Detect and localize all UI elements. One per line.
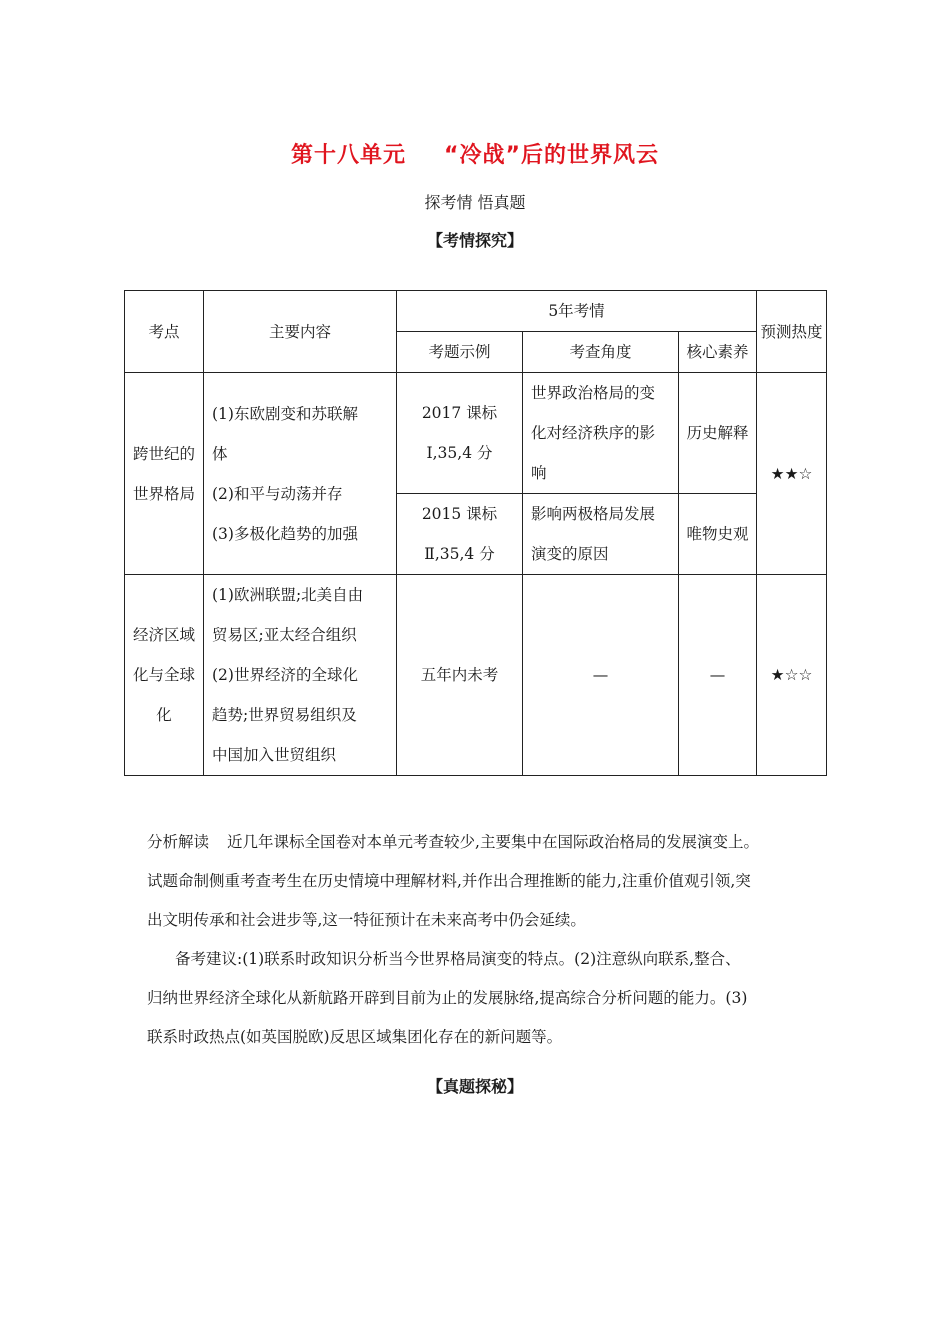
angle-line: 影响两极格局发展 [531, 505, 656, 523]
exam-analysis-table [124, 290, 827, 776]
analysis-line: 试题命制侧重考查考生在历史情境中理解材料,并作出合理推断的能力,注重价值观引领,突 [147, 872, 751, 890]
row2-angle: — [523, 575, 679, 776]
header-kaodian: 考点 [125, 291, 204, 373]
row2-example: 五年内未考 [397, 575, 523, 776]
row1-exam1-example [397, 373, 523, 494]
section-label-kaoqing: 【考情探究】 [426, 231, 523, 250]
analysis-line: 出文明传承和社会进步等,这一特征预计在未来高考中仍会延续。 [147, 911, 586, 929]
exam-detail-line: Ⅰ,35,4 分 [426, 444, 493, 462]
header-heat: 预测热度 [757, 291, 827, 373]
header-literacy: 核心素养 [679, 332, 757, 373]
analysis-line [147, 823, 807, 862]
row2-kaodian-line: 化 [156, 706, 172, 724]
angle-line: 化对经济秩序的影 [531, 424, 656, 442]
row2-kaodian-line: 化与全球 [133, 666, 196, 684]
content-line: (2)世界经济的全球化 [212, 666, 358, 684]
row2-kaodian-line: 经济区域 [133, 626, 196, 644]
suggestion-line: 备考建议:(1)联系时政知识分析当今世界格局演变的特点。(2)注意纵向联系,整合、 [175, 950, 741, 968]
content-line: 体 [212, 444, 228, 463]
content-line: 趋势;世界贸易组织及 [212, 706, 357, 724]
row1-kaodian [125, 373, 204, 575]
analysis-lead: 分析解读 [147, 833, 210, 851]
suggestion-line: 归纳世界经济全球化从新航路开辟到目前为止的发展脉络,提高综合分析问题的能力。(3) [147, 989, 748, 1007]
header-angle: 考查角度 [523, 332, 679, 373]
row2-heat: ★☆☆ [757, 575, 827, 776]
exam-year-line: 2015 课标 [421, 505, 498, 523]
row1-exam2-literacy: 唯物史观 [679, 494, 757, 575]
content-line: (1)欧洲联盟;北美自由 [212, 586, 364, 604]
subtitle: 探考情 悟真题 [424, 193, 526, 212]
row1-kaodian-line: 世界格局 [133, 484, 196, 503]
unit-topic: “冷战”后的世界风云 [444, 143, 659, 168]
row1-exam2-angle [523, 494, 679, 575]
section-label-zhenti: 【真题探秘】 [426, 1077, 523, 1096]
angle-line: 响 [531, 464, 547, 482]
content-line: (2)和平与动荡并存 [212, 484, 343, 503]
row1-exam2-example [397, 494, 523, 575]
row1-exam1-angle [523, 373, 679, 494]
unit-number: 第十八单元 [291, 143, 407, 168]
row1-content [204, 373, 397, 575]
suggestion-line: 联系时政热点(如英国脱欧)反思区域集团化存在的新问题等。 [147, 1028, 563, 1046]
content-line: 中国加入世贸组织 [212, 746, 337, 764]
header-content: 主要内容 [204, 291, 397, 373]
exam-year-line: 2017 课标 [421, 404, 498, 422]
content-line: (1)东欧剧变和苏联解 [212, 404, 358, 423]
row1-heat: ★★☆ [757, 373, 827, 575]
header-five-year: 5年考情 [397, 291, 757, 332]
analysis-text: 近几年课标全国卷对本单元考查较少,主要集中在国际政治格局的发展演变上。 [227, 833, 759, 851]
row1-kaodian-line: 跨世纪的 [133, 444, 196, 463]
exam-detail-line: Ⅱ,35,4 分 [424, 545, 495, 563]
angle-line: 演变的原因 [531, 545, 609, 563]
row2-content [204, 575, 397, 776]
row1-exam1-literacy: 历史解释 [679, 373, 757, 494]
row2-kaodian [125, 575, 204, 776]
content-line: (3)多极化趋势的加强 [212, 524, 358, 543]
angle-line: 世界政治格局的变 [531, 384, 656, 402]
analysis-paragraph [147, 823, 807, 1057]
content-line: 贸易区;亚太经合组织 [212, 626, 357, 644]
header-example: 考题示例 [397, 332, 523, 373]
page-title [0, 138, 950, 169]
row2-literacy: — [679, 575, 757, 776]
